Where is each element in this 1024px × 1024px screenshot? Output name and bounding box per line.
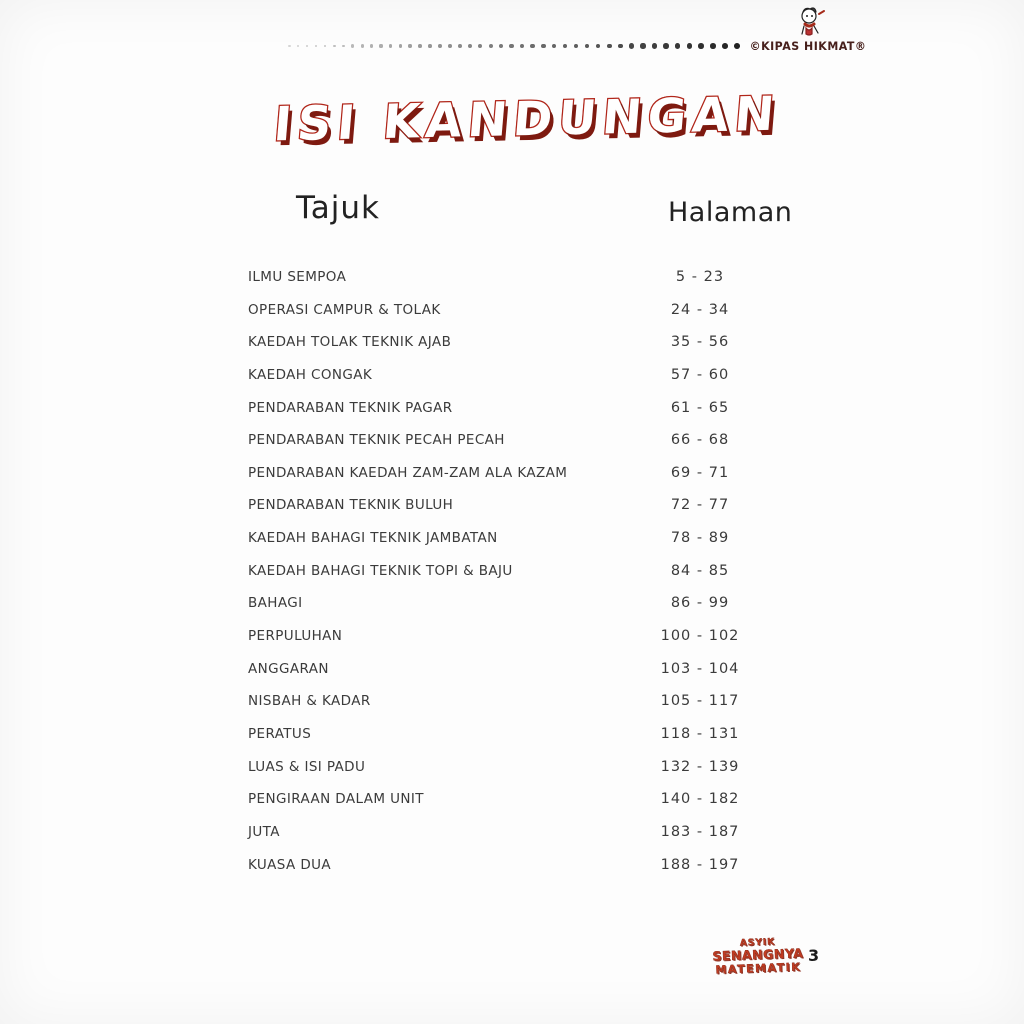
toc-row [248,824,765,857]
toc-entry-title: ILMU SEMPOA [248,269,347,285]
series-logo-line1: ASYIK [739,937,776,949]
toc-entry-title: KAEDAH BAHAGI TEKNIK TOPI & BAJU [248,562,513,579]
mascot-icon [785,6,831,40]
toc-row [248,302,765,335]
toc-entry-title: LUAS & ISI PADU [248,758,366,775]
toc-entry-title: JUTA [248,823,280,840]
page-number: 3 [808,946,820,965]
toc-entry-title: KUASA DUA [248,856,332,873]
toc-entry-title: KAEDAH TOLAK TEKNIK AJAB [248,334,452,351]
toc-row [248,497,765,530]
toc-row [248,693,765,726]
toc-entry-pages: 72 - 77 [670,497,730,514]
toc-entry-pages: 35 - 56 [670,334,730,351]
toc-entry-pages: 188 - 197 [660,856,740,873]
toc-entry-title: PENGIRAAN DALAM UNIT [248,791,424,808]
toc-entry-pages: 118 - 131 [660,725,740,742]
toc-row [248,726,765,759]
toc-entry-pages: 61 - 65 [670,399,730,416]
toc-list [248,269,765,889]
toc-entry-pages: 132 - 139 [660,758,740,775]
toc-row [248,759,765,792]
publisher-brand [748,6,868,53]
column-header-tajuk: Tajuk [296,190,381,226]
toc-entry-title: PERATUS [248,725,312,742]
toc-entry-title: PENDARABAN TEKNIK PECAH PECAH [248,432,505,449]
series-logo-line3: MATEMATIK [715,960,802,977]
toc-row [248,269,765,302]
toc-row [248,367,765,400]
toc-entry-title: KAEDAH CONGAK [248,366,373,383]
toc-row [248,400,765,433]
toc-entry-title: NISBAH & KADAR [248,693,371,710]
toc-entry-pages: 66 - 68 [670,432,730,449]
toc-row [248,857,765,890]
brand-name: ©KIPAS HIKMAT® [749,39,867,54]
toc-entry-pages: 105 - 117 [660,693,740,710]
toc-entry-title: PENDARABAN KAEDAH ZAM-ZAM ALA KAZAM [248,464,568,481]
toc-entry-pages: 100 - 102 [660,628,740,645]
page-title: ISI KANDUNGAN [271,86,783,153]
column-header-halaman: Halaman [668,197,793,228]
toc-row [248,661,765,694]
toc-entry-title: PERPULUHAN [248,628,343,645]
dotted-rule [288,40,740,52]
toc-entry-pages: 57 - 60 [670,366,730,383]
toc-row [248,334,765,367]
toc-row [248,432,765,465]
toc-row [248,563,765,596]
toc-row [248,628,765,661]
toc-entry-pages: 84 - 85 [670,562,730,579]
toc-row [248,791,765,824]
toc-row [248,465,765,498]
series-logo [705,936,810,977]
toc-entry-title: PENDARABAN TEKNIK PAGAR [248,399,453,416]
toc-entry-pages: 103 - 104 [660,660,740,677]
toc-entry-pages: 5 - 23 [675,269,725,285]
toc-entry-pages: 78 - 89 [670,530,730,547]
toc-entry-title: PENDARABAN TEKNIK BULUH [248,497,454,514]
toc-entry-pages: 24 - 34 [670,301,730,318]
toc-entry-title: KAEDAH BAHAGI TEKNIK JAMBATAN [248,530,498,547]
toc-entry-pages: 86 - 99 [670,595,730,612]
toc-row [248,530,765,563]
toc-entry-title: ANGGARAN [248,660,329,677]
toc-entry-pages: 140 - 182 [660,791,740,808]
toc-entry-pages: 69 - 71 [670,464,730,481]
toc-entry-title: BAHAGI [248,595,303,612]
series-logo-line2: SENANGNYA [712,945,804,964]
toc-row [248,595,765,628]
toc-entry-pages: 183 - 187 [660,823,740,840]
toc-entry-title: OPERASI CAMPUR & TOLAK [248,301,441,318]
